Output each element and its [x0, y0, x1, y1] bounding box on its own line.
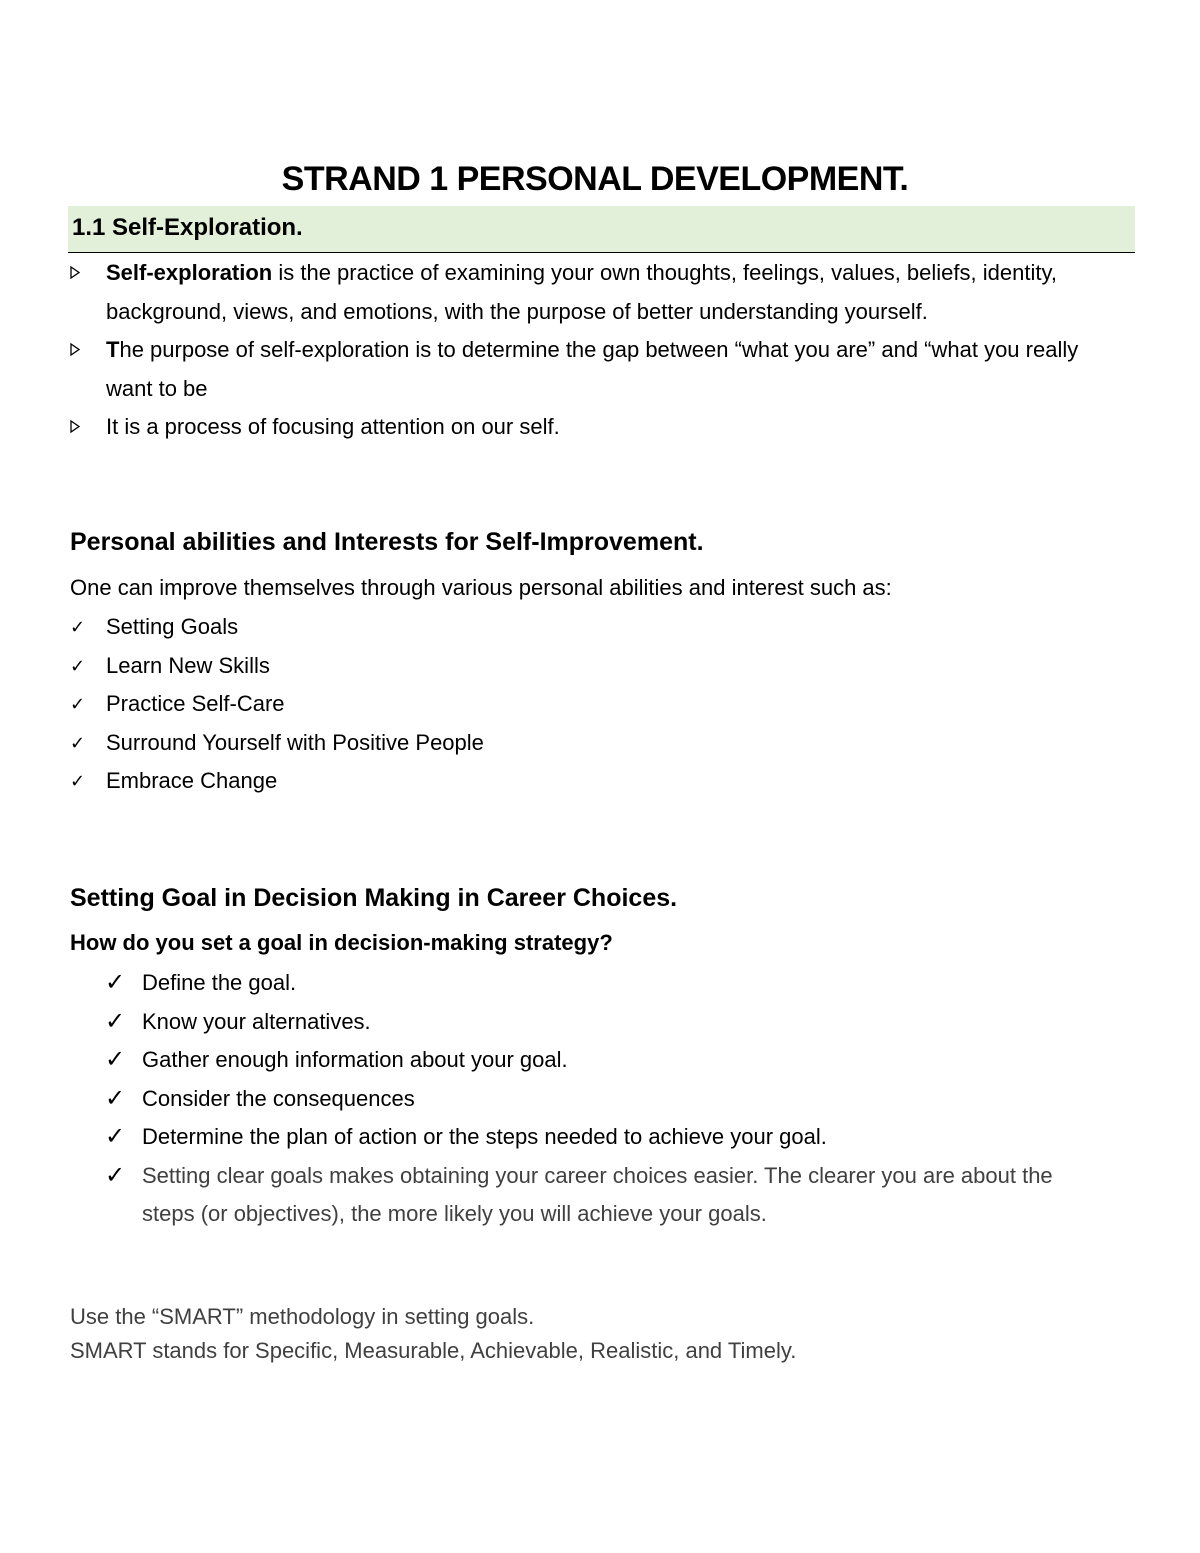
checkmark-icon: ✓: [105, 1046, 126, 1073]
checkmark-icon: ✓: [70, 617, 86, 637]
section-heading-personal-abilities: Personal abilities and Interests for Self-Improvement.: [70, 528, 704, 556]
list-item: [68, 254, 1128, 331]
list-item-text: Setting Goals: [106, 614, 239, 639]
list-item-text: Learn New Skills: [106, 652, 270, 678]
checkmark-icon: ✓: [105, 1084, 126, 1112]
smart-line-1: Use the “SMART” methodology in setting goals.: [70, 1304, 535, 1329]
checkmark-icon: ✓: [70, 771, 86, 791]
list-item: [68, 331, 1128, 408]
list-item-text: Determine the plan of action or the steps needed to achieve your goal.: [142, 1124, 827, 1149]
list-item: [68, 408, 1128, 447]
list-item: [105, 1003, 1105, 1042]
section-heading-setting-goal: Setting Goal in Decision Making in Career Choices.: [70, 884, 678, 912]
checkmark-icon: ✓: [70, 732, 86, 753]
bullet-text: he purpose of self-exploration is to determine the gap between “what you are” and “what you really want to be: [106, 337, 1079, 401]
list-item: [70, 608, 1130, 647]
list-item: [70, 724, 1130, 763]
triangle-bullet-icon: [68, 331, 98, 369]
list-item: [105, 1041, 1105, 1080]
smart-line-2: SMART stands for Specific, Measurable, Achievable, Realistic, and Timely.: [70, 1338, 797, 1363]
list-item: [105, 1157, 1105, 1234]
section-heading-bar: [68, 206, 1135, 253]
checkmark-icon: ✓: [70, 655, 86, 676]
list-item: [70, 685, 1130, 724]
list-item-text: Practice Self-Care: [106, 691, 285, 716]
checkmark-icon: ✓: [105, 969, 126, 996]
list-item: [105, 964, 1105, 1003]
bullet-text: is the practice of examining your own thoughts, feelings, values, beliefs, identity, background, views, and emotions, with the purpose of better understanding yourself.: [106, 260, 1057, 324]
list-item: [105, 1080, 1105, 1119]
list-item-text: Surround Yourself with Positive People: [106, 729, 484, 755]
triangle-bullet-icon: [68, 408, 98, 446]
checkmark-icon: ✓: [105, 1123, 126, 1150]
goal-note-text: Setting clear goals makes obtaining your career choices easier. The clearer you are about the steps (or objectives), the more likely you will achieve your goals.: [142, 1162, 1053, 1226]
bullet-bold-term: T: [106, 337, 120, 362]
triangle-bullet-icon: [68, 254, 98, 292]
list-item-text: Know your alternatives.: [142, 1008, 371, 1034]
personal-abilities-list: [70, 608, 1130, 801]
personal-abilities-intro: One can improve themselves through various personal abilities and interest such as:: [70, 575, 892, 600]
list-item: [105, 1118, 1105, 1157]
list-item-text: Consider the consequences: [142, 1085, 415, 1111]
decision-making-question: How do you set a goal in decision-making strategy?: [70, 930, 613, 955]
list-item-text: Embrace Change: [106, 768, 278, 793]
list-item: [70, 647, 1130, 686]
checkmark-icon: ✓: [105, 1007, 126, 1035]
section-heading-self-exploration: 1.1 Self-Exploration.: [72, 214, 303, 241]
bullet-bold-term: Self-exploration: [106, 260, 273, 285]
list-item-text: Gather enough information about your goal.: [142, 1047, 568, 1072]
decision-steps-list: [105, 964, 1105, 1234]
checkmark-icon: ✓: [70, 694, 86, 714]
list-item: [70, 762, 1130, 801]
self-exploration-bullets: [68, 254, 1128, 447]
page-title: STRAND 1 PERSONAL DEVELOPMENT.: [281, 160, 909, 198]
list-item-text: Define the goal.: [142, 970, 297, 995]
checkmark-icon: ✓: [105, 1161, 126, 1189]
bullet-text: It is a process of focusing attention on our self.: [106, 414, 560, 439]
